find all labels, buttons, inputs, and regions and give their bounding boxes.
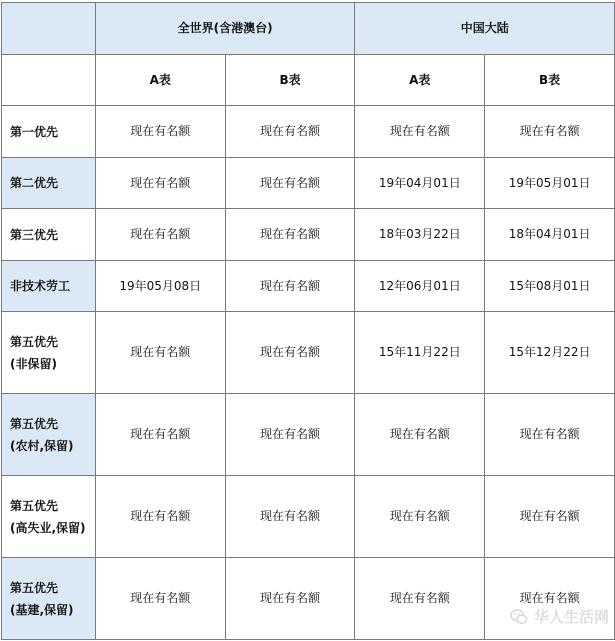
table-cell: 19年05月01日 (485, 158, 615, 209)
table-cell: 现在有名额 (95, 312, 225, 394)
table-cell: 现在有名额 (225, 394, 355, 476)
row-label-line1: 第五优先 (10, 580, 59, 595)
table-cell: 现在有名额 (225, 158, 355, 209)
row-label (2, 209, 96, 261)
row-label (2, 394, 96, 476)
table-cell: 15年11月22日 (355, 312, 485, 394)
table-cell: 现在有名额 (225, 476, 355, 558)
table-row (2, 558, 615, 640)
table-cell: 现在有名额 (355, 394, 485, 476)
table-cell: 现在有名额 (225, 312, 355, 394)
header-china: 中国大陆 (355, 3, 615, 55)
table-cell: 现在有名额 (225, 261, 355, 312)
table-row (2, 158, 615, 209)
table-row (2, 312, 615, 394)
row-label-line1: 第二优先 (10, 176, 59, 190)
table-subheader-row (2, 55, 615, 106)
header-world: 全世界(含港澳台) (95, 3, 355, 55)
subheader-world-b: B表 (225, 55, 355, 106)
row-label-line2: (高失业,保留) (10, 520, 86, 535)
row-label-line2: (非保留) (10, 356, 57, 371)
table-cell: 18年03月22日 (355, 209, 485, 261)
subheader-corner (2, 55, 96, 106)
row-label (2, 261, 96, 312)
table-cell: 现在有名额 (355, 106, 485, 158)
table-row (2, 394, 615, 476)
table-cell: 现在有名额 (95, 394, 225, 476)
table-cell: 现在有名额 (485, 558, 615, 640)
subheader-world-a: A表 (95, 55, 225, 106)
table-row (2, 261, 615, 312)
row-label-line2: (农村,保留) (10, 438, 74, 453)
subheader-china-a: A表 (355, 55, 485, 106)
row-label-line1: 非技术劳工 (10, 279, 71, 293)
table-header-row (2, 3, 615, 55)
table-row (2, 209, 615, 261)
header-corner (2, 3, 96, 55)
watermark (510, 606, 609, 627)
table-cell: 现在有名额 (95, 106, 225, 158)
subheader-china-b: B表 (485, 55, 615, 106)
row-label-line1: 第三优先 (10, 227, 59, 242)
row-label (2, 558, 96, 640)
row-label (2, 476, 96, 558)
table-cell: 15年08月01日 (485, 261, 615, 312)
row-label (2, 106, 96, 158)
wechat-icon (510, 608, 528, 626)
visa-bulletin-table (1, 2, 615, 640)
table-row (2, 476, 615, 558)
row-label-line1: 第五优先 (10, 334, 59, 349)
table-cell: 现在有名额 (355, 558, 485, 640)
table-cell: 12年06月01日 (355, 261, 485, 312)
table-cell: 15年12月22日 (485, 312, 615, 394)
row-label-line1: 第五优先 (10, 498, 59, 513)
table-cell: 现在有名额 (485, 106, 615, 158)
table-cell: 现在有名额 (485, 394, 615, 476)
row-label (2, 158, 96, 209)
row-label-line1: 第一优先 (10, 124, 59, 139)
table-cell: 现在有名额 (95, 558, 225, 640)
table-cell: 19年04月01日 (355, 158, 485, 209)
row-label (2, 312, 96, 394)
row-label-line1: 第五优先 (10, 416, 59, 431)
table-cell: 现在有名额 (225, 558, 355, 640)
table-cell: 现在有名额 (485, 476, 615, 558)
table-row (2, 106, 615, 158)
table-cell: 18年04月01日 (485, 209, 615, 261)
table-cell: 现在有名额 (355, 476, 485, 558)
table-cell: 现在有名额 (95, 476, 225, 558)
table-cell: 现在有名额 (95, 158, 225, 209)
table-cell: 19年05月08日 (95, 261, 225, 312)
table-cell: 现在有名额 (225, 209, 355, 261)
watermark-text: 华人生活网 (533, 608, 609, 626)
table-cell: 现在有名额 (95, 209, 225, 261)
table-cell: 现在有名额 (225, 106, 355, 158)
row-label-line2: (基建,保留) (10, 602, 74, 617)
